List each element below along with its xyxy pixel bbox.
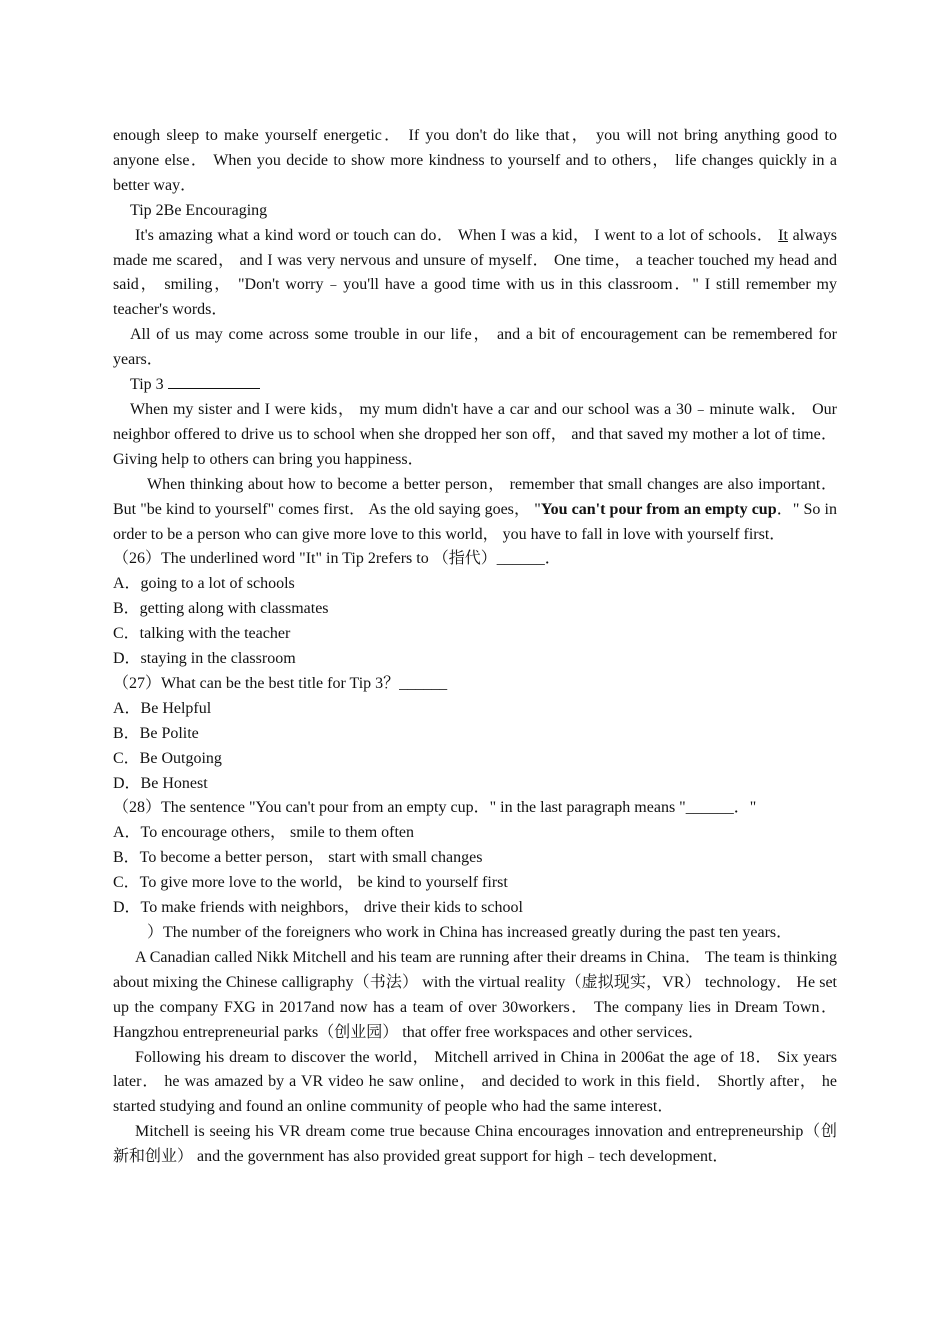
paragraph-encouragement: All of us may come across some trouble in our life， and a bit of encouragement can be remembered for years． xyxy=(113,326,837,369)
question-26-stem: （26）The underlined word "It" in Tip 2refers to （指代）______． xyxy=(113,550,561,568)
document-page xyxy=(113,124,837,1170)
question-27-option-b: B．Be Polite xyxy=(113,724,199,742)
question-27-option-c: C．Be Outgoing xyxy=(113,749,222,767)
tip2-heading: Tip 2Be Encouraging xyxy=(130,201,268,219)
paragraph-tip3: When my sister and I were kids， my mum didn't have a car and our school was a 30﹣minute walk． Our neighbor offered to drive us to school when she dropped her son off， and that saved my mother a lot of time． Giving help to others can bring you happiness． xyxy=(113,400,837,468)
question-28-option-b: B．To become a better person， start with small changes xyxy=(113,849,483,867)
underlined-it: It xyxy=(778,226,788,244)
tip2-text-b: always made me scared， and I was very nervous and unsure of myself． One time， a teacher touched my head and said， smiling， "Don't worry﹣you'll have a good time with us in this classroom．" I still remember my teacher's words． xyxy=(113,226,838,319)
question-26-option-c: C．talking with the teacher xyxy=(113,625,291,643)
paragraph-mitchell-team: A Canadian called Nikk Mitchell and his team are running after their dreams in China． The team is thinking about mixing the Chinese calligraphy（书法） with the virtual reality（虚拟现实，VR） technology． He set up the company FXG in 2017and now has a team of over 30workers． The company lies in Dream Town． Hangzhou entrepreneurial parks（创业园） that offer free workspaces and other services． xyxy=(113,948,837,1041)
question-28-option-c: C．To give more love to the world， be kind to yourself first xyxy=(113,874,508,892)
tip3-heading: Tip 3 xyxy=(113,373,837,398)
question-26-option-a: A．going to a lot of schools xyxy=(113,575,295,593)
question-26-option-b: B．getting along with classmates xyxy=(113,600,329,618)
question-27-option-d: D．Be Honest xyxy=(113,774,208,792)
paragraph-conclusion: When thinking about how to become a better person， remember that small changes are also important． But "be kind to yourself" comes first． As the old saying goes， "You can't pour from an empty cup．" So in order to be a person who can give more love to this world， you have to fall in love with yourself first． xyxy=(113,475,837,543)
question-28-option-a: A．To encourage others， smile to them often xyxy=(113,824,415,842)
paragraph-tip2 xyxy=(113,224,837,324)
question-28-stem: （28）The sentence "You can't pour from an empty cup．" in the last paragraph means "______．" xyxy=(113,799,757,817)
paragraph-sleep: enough sleep to make yourself energetic． If you don't do like that， you will not bring anything good to anyone else． When you decide to show more kindness to yourself and to others， life changes quickly in a better way． xyxy=(113,127,837,194)
question-27-stem: （27）What can be the best title for Tip 3？______ xyxy=(113,674,448,692)
paragraph-vr-dream: Mitchell is seeing his VR dream come true because China encourages innovation and entrepreneurship（创新和创业） and the government has also provided great support for high﹣tech development． xyxy=(113,1123,837,1166)
question-28-option-d: D．To make friends with neighbors， drive their kids to school xyxy=(113,899,523,917)
tip2-text-a: It's amazing what a kind word or touch can do． When I was a kid， I went to a lot of schools． xyxy=(135,226,774,244)
paragraph-foreigners: ）The number of the foreigners who work in China has increased greatly during the past ten years． xyxy=(147,924,793,941)
paragraph-mitchell-dream: Following his dream to discover the world， Mitchell arrived in China in 2006at the age of 18． Six years later． he was amazed by a VR video he saw online， and decided to work in this field． Shortly after， he started studying and found an online community of people who had the same interest． xyxy=(113,1048,838,1116)
question-27-option-a: A．Be Helpful xyxy=(113,699,212,717)
question-26-option-d: D．staying in the classroom xyxy=(113,650,296,668)
tip3-title-blank xyxy=(168,374,260,389)
bold-saying: You can't pour from an empty cup xyxy=(540,500,777,518)
